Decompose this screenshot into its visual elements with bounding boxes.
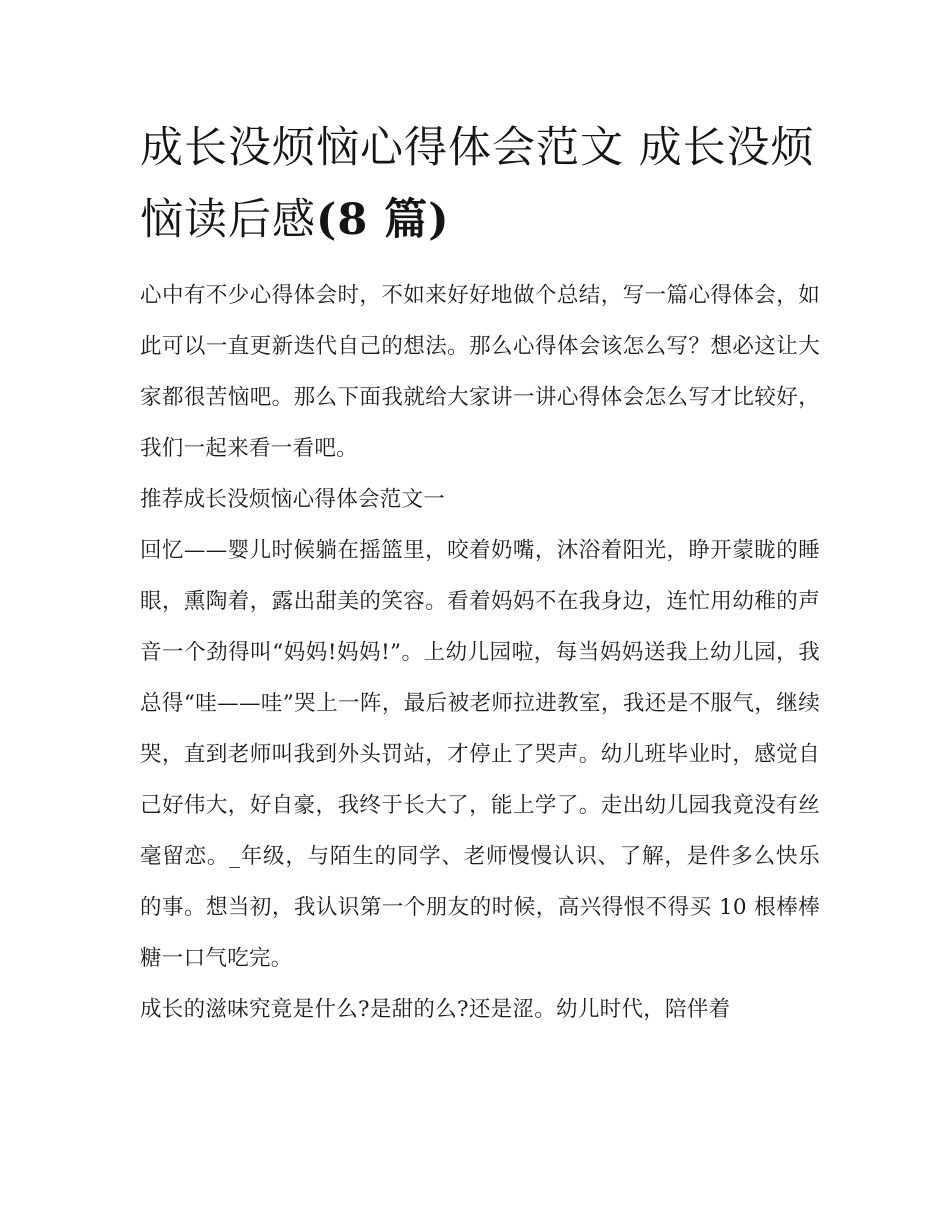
section-heading: 推荐成长没烦恼心得体会范文一 [140, 487, 446, 512]
document-title-count: (8 篇) [316, 195, 450, 245]
document-title [140, 112, 820, 256]
document-body [140, 112, 820, 1035]
essay-paragraph: 回忆——婴儿时候躺在摇篮里，咬着奶嘴，沐浴着阳光，睁开蒙眬的睡眼，熏陶着，露出甜美的笑容。看着妈妈不在我身边，连忙用幼稚的声音一个劲得叫“妈妈!妈妈!”。上幼儿园啦，每当妈妈送我上幼儿园，我总得“哇——哇”哭上一阵，最后被老师拉进教室，我还是不服气，继续哭，直到老师叫我到外头罚站，才停止了哭声。幼儿班毕业时，感觉自己好伟大，好自豪，我终于长大了，能上学了。走出幼儿园我竟没有丝毫留恋。_年级，与陌生的同学、老师慢慢认识、了解，是件多么快乐的事。想当初，我认识第一个朋友的时候，高兴得恨不得买 10 根棒棒糖一口气吃完。 [140, 538, 820, 971]
intro-paragraph: 心中有不少心得体会时，不如来好好地做个总结，写一篇心得体会，如此可以一直更新迭代自己的想法。那么心得体会该怎么写？想必这让大家都很苦恼吧。那么下面我就给大家讲一讲心得体会怎么写才比较好，我们一起来看一看吧。 [140, 283, 820, 461]
document-title-text: 成长没烦恼心得体会范文 成长没烦恼读后感 [140, 123, 815, 245]
essay-paragraph-continued: 成长的滋味究竟是什么?是甜的么?还是涩。幼儿时代，陪伴着 [140, 997, 731, 1022]
